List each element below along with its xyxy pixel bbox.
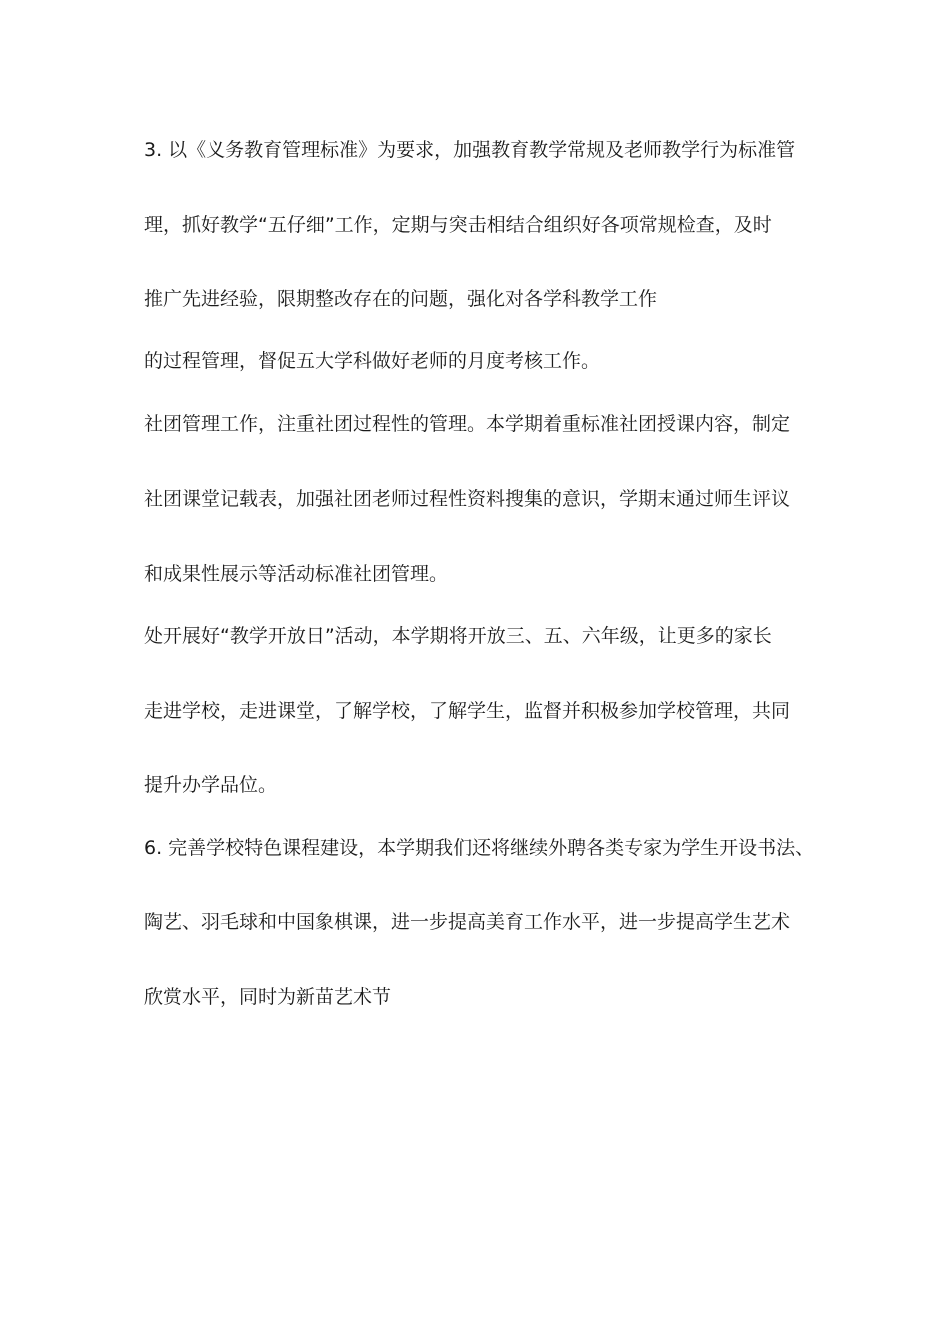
text-line: 理，抓好教学“五仔细”工作，定期与突击相结合组织好各项常规检查，及时 (144, 214, 772, 236)
text-line: 推广先进经验，限期整改存在的问题，强化对各学科教学工作 (144, 288, 658, 310)
text-line: 陶艺、羽毛球和中国象棋课，进一步提高美育工作水平，进一步提高学生艺术 (144, 911, 791, 933)
text-line: 和成果性展示等活动标准社团管理。 (144, 563, 449, 585)
text-line: 提升办学品位。 (144, 774, 278, 796)
text-line: 走进学校，走进课堂，了解学校，了解学生，监督并积极参加学校管理，共同 (144, 700, 791, 722)
text-line: 3. 以《义务教育管理标准》为要求，加强教育教学常规及老师教学行为标准管 (144, 139, 796, 161)
text-line: 的过程管理，督促五大学科做好老师的月度考核工作。 (144, 350, 601, 372)
text-line: 社团课堂记载表，加强社团老师过程性资料搜集的意识，学期末通过师生评议 (144, 488, 791, 510)
text-line: 6. 完善学校特色课程建设，本学期我们还将继续外聘各类专家为学生开设书法、 (144, 837, 815, 859)
text-line: 欣赏水平，同时为新苗艺术节 (144, 986, 392, 1008)
text-line: 处开展好“教学开放日”活动，本学期将开放三、五、六年级，让更多的家长 (144, 625, 772, 647)
text-line: 社团管理工作，注重社团过程性的管理。本学期着重标准社团授课内容，制定 (144, 413, 791, 435)
